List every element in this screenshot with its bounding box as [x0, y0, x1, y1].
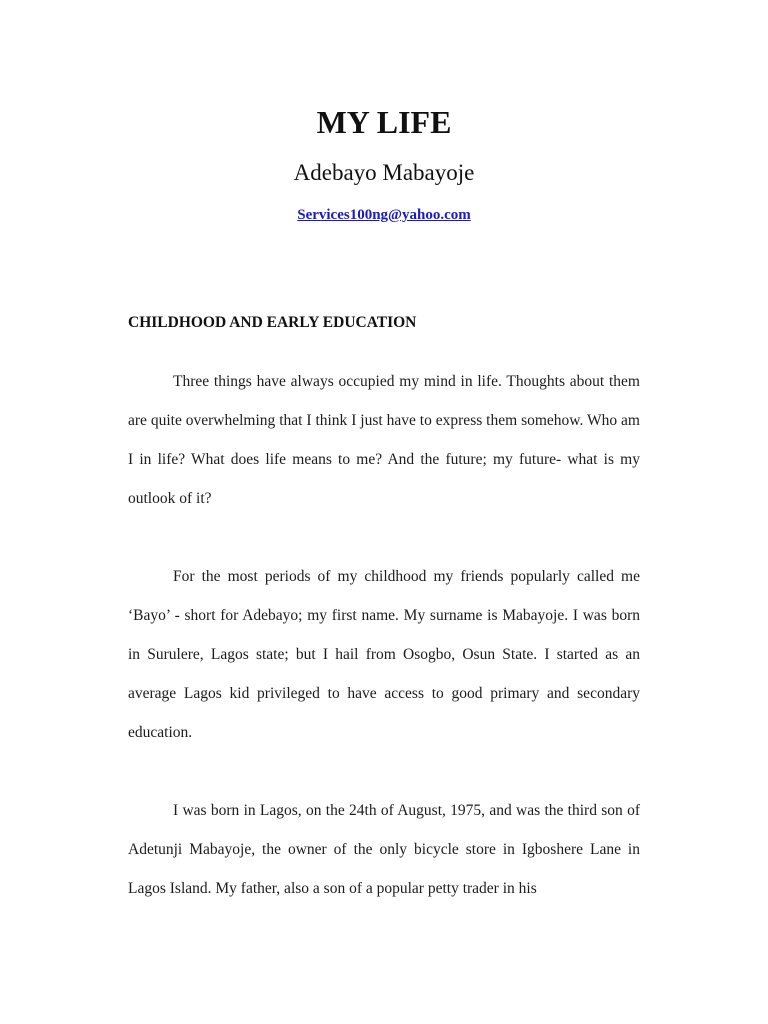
- email-link[interactable]: Services100ng@yahoo.com: [297, 207, 471, 223]
- document-title: MY LIFE: [316, 104, 452, 140]
- paragraph-3: I was born in Lagos, on the 24th of August, 1975, and was the third son of Adetunji Mabayoje, the owner of the only bicycle store in Igboshere Lane in Lagos Island. My father, also a son of a popular petty trader in his: [128, 802, 640, 897]
- paragraph-1: Three things have always occupied my mind in life. Thoughts about them are quite overwhelming that I think I just have to express them somehow. Who am I in life? What does life means to me? And the future; my future- what is my outlook of it?: [128, 373, 640, 507]
- section-heading: CHILDHOOD AND EARLY EDUCATION: [128, 314, 417, 331]
- author-email: [0, 205, 768, 225]
- paragraph-2: For the most periods of my childhood my friends popularly called me ‘Bayo’ - short for Adebayo; my first name. My surname is Mabayoje. I was born in Surulere, Lagos state; but I hail from Osogbo, Osun State. I started as an average Lagos kid privileged to have access to good primary and secondary education.: [128, 568, 640, 741]
- body-text: [128, 362, 640, 947]
- author-name: Adebayo Mabayoje: [293, 160, 475, 185]
